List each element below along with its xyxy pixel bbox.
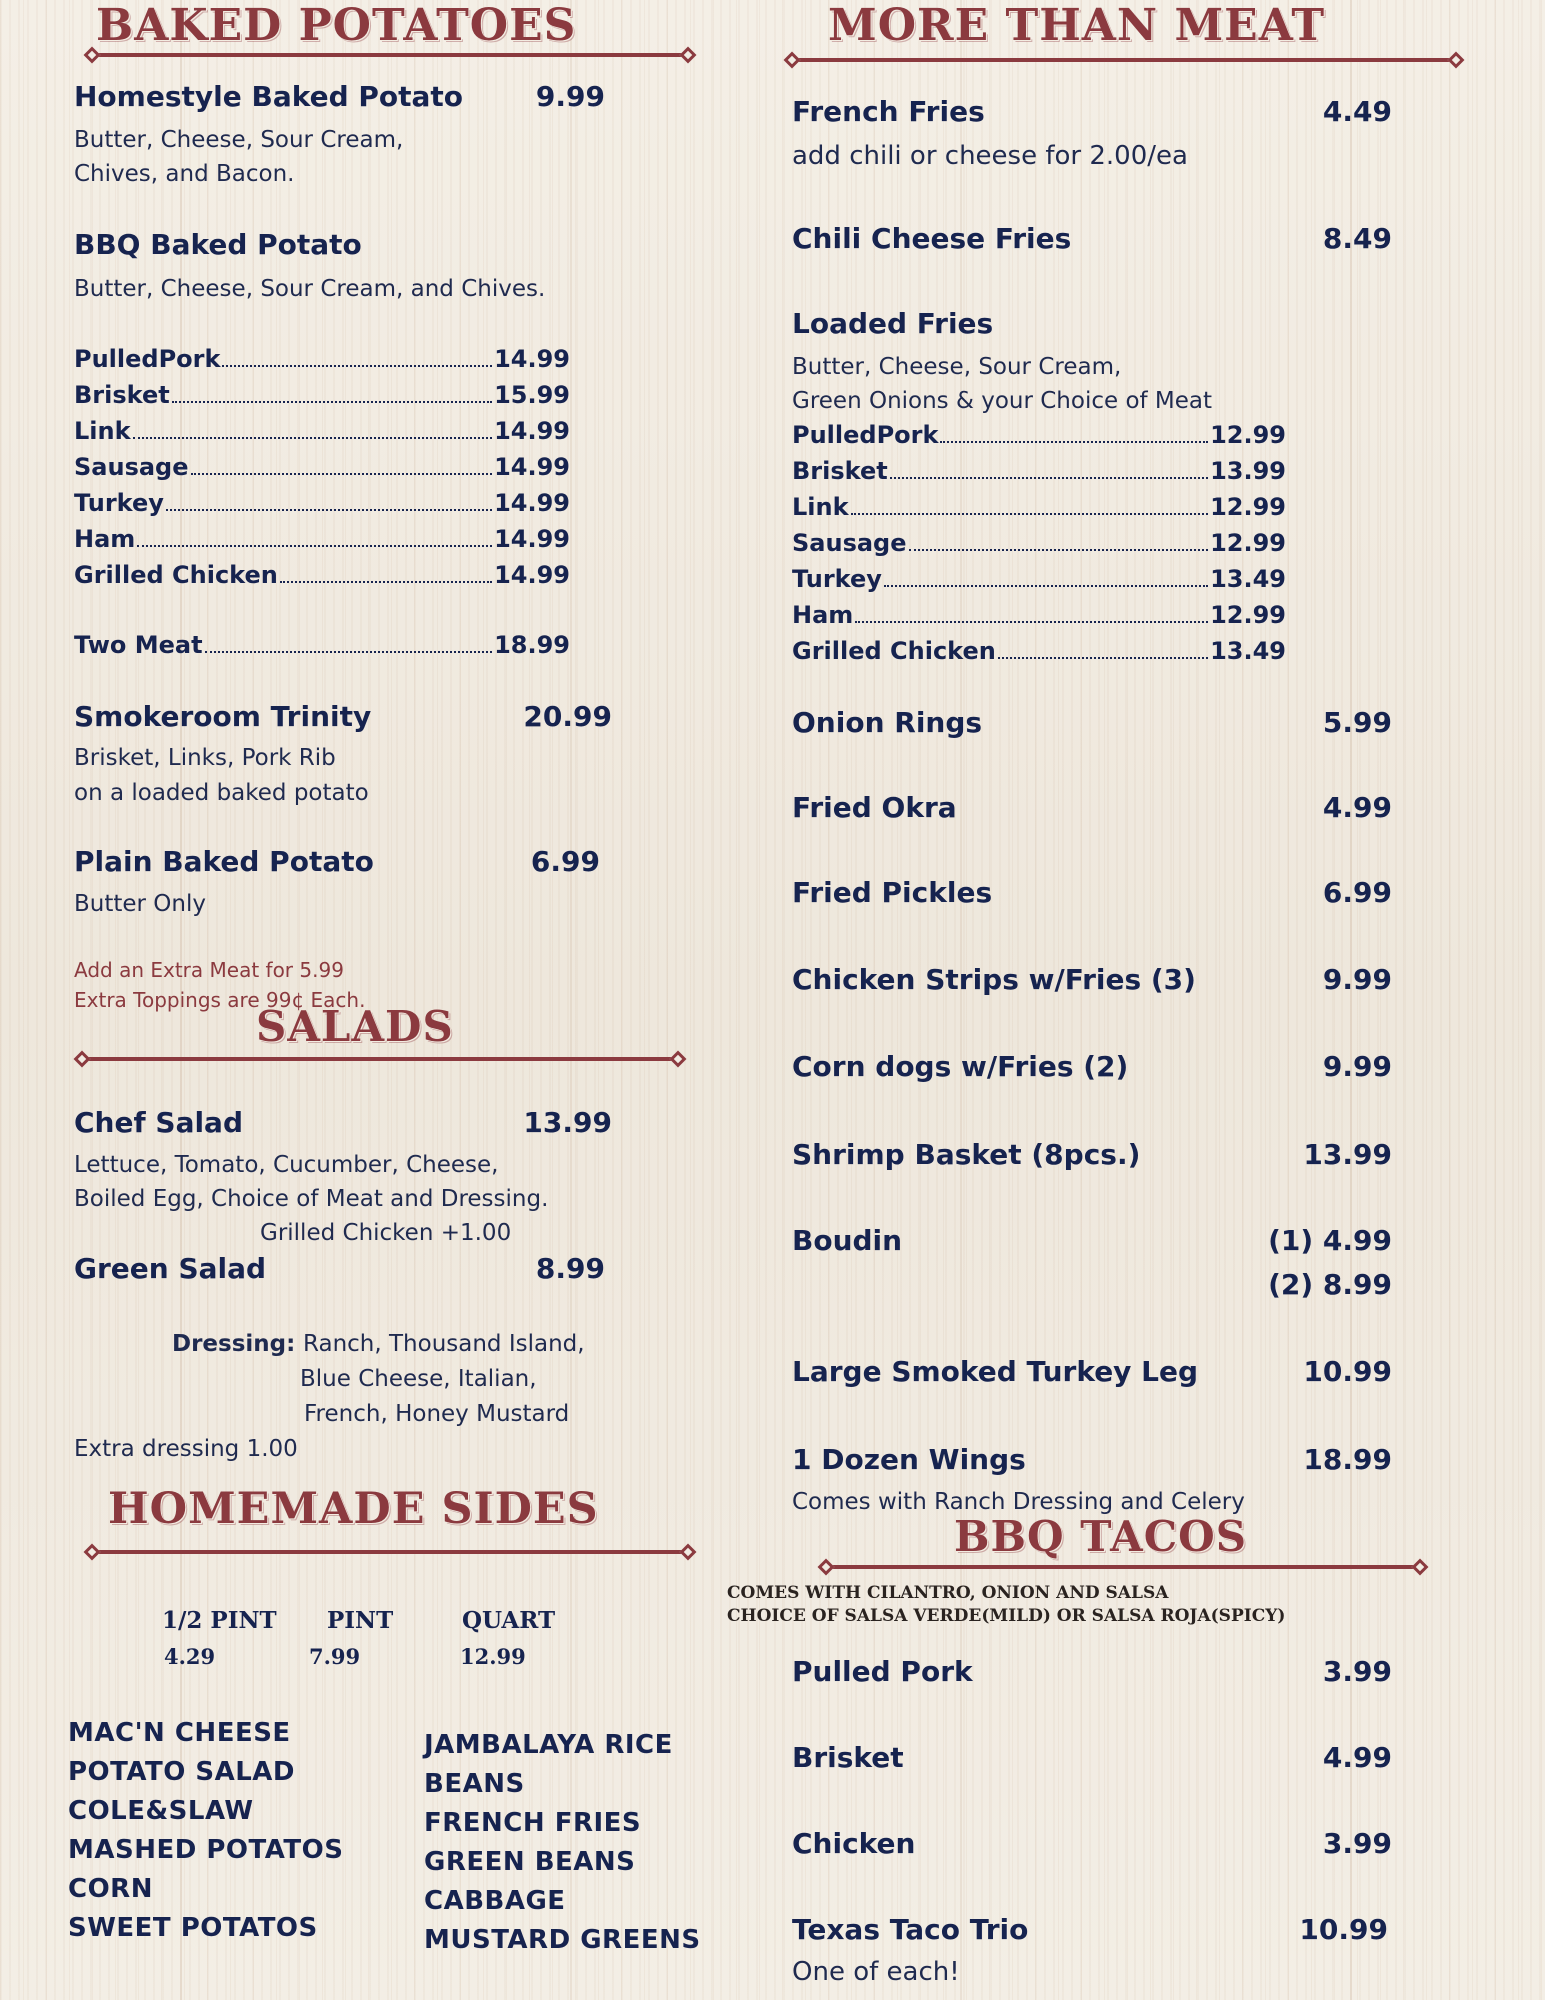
size-quart-price: 12.99 xyxy=(460,1644,526,1669)
dressing-label: Dressing: xyxy=(172,1331,296,1357)
salads-divider xyxy=(76,1052,684,1066)
taco-pulled-pork-price: 3.99 xyxy=(1322,1655,1392,1688)
list-item: FRENCH FRIES xyxy=(424,1808,642,1838)
loaded-fries-meat-list xyxy=(792,417,1286,669)
list-item: Brisket 13.99 xyxy=(792,457,1286,485)
list-item: BEANS xyxy=(424,1769,525,1799)
size-pint-price: 7.99 xyxy=(309,1644,361,1669)
extra-dressing-note: Extra dressing 1.00 xyxy=(74,1436,298,1462)
fried-pickles-name: Fried Pickles xyxy=(792,876,993,909)
size-pint-label: PINT xyxy=(327,1607,394,1634)
list-item: Grilled Chicken 13.49 xyxy=(792,637,1286,665)
size-half-pint-price: 4.29 xyxy=(164,1644,216,1669)
list-item: GREEN BEANS xyxy=(424,1847,636,1877)
chicken-strips-name: Chicken Strips w/Fries (3) xyxy=(792,963,1196,996)
list-item: CABBAGE xyxy=(424,1886,566,1916)
corn-dogs-name: Corn dogs w/Fries (2) xyxy=(792,1050,1129,1083)
french-fries-desc: add chili or cheese for 2.00/ea xyxy=(792,141,1188,171)
list-item: PulledPork 14.99 xyxy=(74,345,570,373)
list-item: PulledPork 12.99 xyxy=(792,421,1286,449)
french-fries-price: 4.49 xyxy=(1322,95,1392,128)
list-item: MAC'N CHEESE xyxy=(68,1718,291,1748)
trinity-name: Smokeroom Trinity xyxy=(74,700,372,733)
list-item: Turkey 13.49 xyxy=(792,565,1286,593)
homemade-sides-divider xyxy=(86,1545,694,1559)
taco-brisket-name: Brisket xyxy=(792,1741,904,1774)
trinity-desc-1: Brisket, Links, Pork Rib xyxy=(74,745,336,771)
bbq-tacos-heading: BBQ TACOS xyxy=(954,1512,1248,1561)
onion-rings-price: 5.99 xyxy=(1322,706,1392,739)
list-item: Brisket 15.99 xyxy=(74,381,570,409)
list-item: Ham 14.99 xyxy=(74,525,570,553)
more-than-meat-heading: MORE THAN MEAT xyxy=(828,0,1326,51)
potato-meat-list xyxy=(74,341,570,593)
list-item: JAMBALAYA RICE xyxy=(424,1730,673,1760)
size-quart-label: QUART xyxy=(462,1607,556,1634)
chili-cheese-fries-name: Chili Cheese Fries xyxy=(792,222,1072,255)
salads-heading: SALADS xyxy=(256,1002,454,1051)
texas-taco-trio-desc: One of each! xyxy=(792,1957,960,1987)
list-item: Link 14.99 xyxy=(74,417,570,445)
fried-okra-price: 4.99 xyxy=(1322,791,1392,824)
plain-potato-desc: Butter Only xyxy=(74,891,206,917)
green-salad-price: 8.99 xyxy=(535,1252,605,1285)
list-item: CORN xyxy=(68,1874,153,1904)
list-item: Sausage 14.99 xyxy=(74,453,570,481)
dressing-options-2: Blue Cheese, Italian, xyxy=(300,1366,537,1392)
taco-chicken-price: 3.99 xyxy=(1322,1827,1392,1860)
fried-okra-name: Fried Okra xyxy=(792,791,957,824)
extra-toppings-note: Extra Toppings are 99¢ Each. xyxy=(74,988,366,1012)
extra-meat-note: Add an Extra Meat for 5.99 xyxy=(74,958,344,982)
wings-price: 18.99 xyxy=(1303,1443,1392,1476)
taco-chicken-name: Chicken xyxy=(792,1827,916,1860)
wings-desc: Comes with Ranch Dressing and Celery xyxy=(792,1489,1245,1515)
chef-salad-desc-2: Boiled Egg, Choice of Meat and Dressing. xyxy=(74,1186,549,1212)
trinity-desc-2: on a loaded baked potato xyxy=(74,780,369,806)
texas-taco-trio-name: Texas Taco Trio xyxy=(792,1913,1029,1946)
wings-name: 1 Dozen Wings xyxy=(792,1443,1026,1476)
onion-rings-name: Onion Rings xyxy=(792,706,983,739)
sides-column-1 xyxy=(68,1714,343,1948)
list-item: Turkey 14.99 xyxy=(74,489,570,517)
homestyle-potato-price: 9.99 xyxy=(535,80,605,113)
list-item: MASHED POTATOS xyxy=(68,1835,344,1865)
homestyle-potato-name: Homestyle Baked Potato xyxy=(74,80,464,113)
list-item: Grilled Chicken 14.99 xyxy=(74,561,570,589)
green-salad-name: Green Salad xyxy=(74,1252,267,1285)
plain-potato-name: Plain Baked Potato xyxy=(74,845,374,878)
loaded-fries-name: Loaded Fries xyxy=(792,307,994,340)
more-than-meat-divider xyxy=(786,53,1462,67)
list-item: Sausage 12.99 xyxy=(792,529,1286,557)
chef-salad-name: Chef Salad xyxy=(74,1106,243,1139)
texas-taco-trio-price: 10.99 xyxy=(1299,1913,1388,1946)
taco-brisket-price: 4.99 xyxy=(1322,1741,1392,1774)
list-item: Ham 12.99 xyxy=(792,601,1286,629)
size-half-pint-label: 1/2 PINT xyxy=(162,1607,277,1634)
bbq-tacos-divider xyxy=(820,1560,1426,1574)
boudin-price-2: (2) 8.99 xyxy=(1268,1268,1392,1301)
chef-salad-price: 13.99 xyxy=(523,1106,612,1139)
dressing-options-1: Ranch, Thousand Island, xyxy=(303,1331,585,1357)
homestyle-potato-desc-2: Chives, and Bacon. xyxy=(74,161,295,187)
baked-potatoes-heading: BAKED POTATOES xyxy=(96,0,577,51)
list-item: POTATO SALAD xyxy=(68,1757,295,1787)
boudin-name: Boudin xyxy=(792,1224,903,1257)
taco-pulled-pork-name: Pulled Pork xyxy=(792,1655,973,1688)
trinity-price: 20.99 xyxy=(523,700,612,733)
list-item: SWEET POTATOS xyxy=(68,1913,318,1943)
tacos-note-1: COMES WITH CILANTRO, ONION AND SALSA xyxy=(727,1583,1169,1603)
bbq-potato-name: BBQ Baked Potato xyxy=(74,228,362,261)
list-item: MUSTARD GREENS xyxy=(424,1925,701,1955)
homestyle-potato-desc-1: Butter, Cheese, Sour Cream, xyxy=(74,127,404,153)
baked-potatoes-divider xyxy=(86,48,694,62)
tacos-note-2: CHOICE OF SALSA VERDE(MILD) OR SALSA ROJA(SPICY) xyxy=(727,1606,1286,1626)
dressing-options-3: French, Honey Mustard xyxy=(304,1401,570,1427)
shrimp-basket-name: Shrimp Basket (8pcs.) xyxy=(792,1138,1141,1171)
sides-column-2 xyxy=(424,1726,701,1960)
list-item: Link 12.99 xyxy=(792,493,1286,521)
chef-salad-addon: Grilled Chicken +1.00 xyxy=(260,1220,512,1246)
two-meat-row: Two Meat 18.99 xyxy=(74,631,570,659)
turkey-leg-price: 10.99 xyxy=(1303,1355,1392,1388)
corn-dogs-price: 9.99 xyxy=(1322,1050,1392,1083)
list-item: COLE&SLAW xyxy=(68,1796,254,1826)
chili-cheese-fries-price: 8.49 xyxy=(1322,222,1392,255)
bbq-potato-desc: Butter, Cheese, Sour Cream, and Chives. xyxy=(74,276,546,302)
boudin-price-1: (1) 4.99 xyxy=(1268,1224,1392,1257)
plain-potato-price: 6.99 xyxy=(530,845,600,878)
shrimp-basket-price: 13.99 xyxy=(1303,1138,1392,1171)
loaded-fries-desc-1: Butter, Cheese, Sour Cream, xyxy=(792,354,1122,380)
homemade-sides-heading: HOMEMADE SIDES xyxy=(108,1484,599,1534)
loaded-fries-desc-2: Green Onions & your Choice of Meat xyxy=(792,388,1213,414)
chef-salad-desc-1: Lettuce, Tomato, Cucumber, Cheese, xyxy=(74,1152,499,1178)
fried-pickles-price: 6.99 xyxy=(1322,876,1392,909)
turkey-leg-name: Large Smoked Turkey Leg xyxy=(792,1355,1199,1388)
french-fries-name: French Fries xyxy=(792,95,985,128)
chicken-strips-price: 9.99 xyxy=(1322,963,1392,996)
